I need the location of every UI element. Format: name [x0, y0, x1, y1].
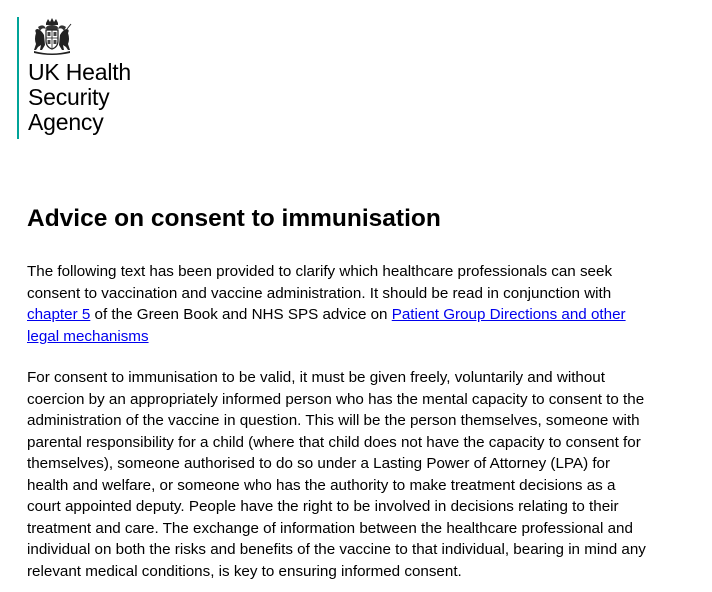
pgd-link-part-1[interactable]: Patient Group Directions and other: [391, 306, 626, 323]
consent-paragraph: [27, 367, 707, 582]
intro-line-1: The following text has been provided to clarify which healthcare professionals can seek: [27, 263, 613, 280]
consent-line: relevant medical conditions, is key to ensuring informed consent.: [27, 562, 462, 580]
org-name-line-2: Security: [28, 84, 110, 110]
consent-line: parental responsibility for a child (where that child does not have the capacity to consent for: [27, 433, 641, 451]
intro-paragraph: [27, 261, 707, 347]
chapter-5-link[interactable]: chapter 5: [27, 306, 91, 323]
intro-line-3-text: of the Green Book and NHS SPS advice on: [90, 306, 392, 323]
consent-line: themselves), someone authorised to do so under a Lasting Power of Attorney (LPA) for: [27, 455, 611, 472]
intro-line-3: [27, 304, 707, 326]
org-name-line-1: UK Health: [28, 59, 132, 85]
consent-line: individual on both the risks and benefits of the vaccine to that individual, bearing in mind any: [27, 541, 646, 558]
consent-line: court appointed deputy. People have the right to be involved in decisions relating to their: [27, 498, 619, 515]
consent-line: For consent to immunisation to be valid, it must be given freely, voluntarily and without: [27, 369, 605, 386]
ukhsa-logo: [17, 17, 131, 139]
consent-line: administration of the vaccine in question. This will be the person themselves, someone with: [27, 412, 640, 429]
consent-line: coercion by an appropriately informed person who has the mental capacity to consent to the: [27, 390, 645, 408]
intro-line-2: consent to vaccination and vaccine administration. It should be read in conjunction with: [27, 284, 612, 302]
royal-coat-of-arms-icon: [30, 17, 74, 55]
pgd-link-part-2[interactable]: legal mechanisms: [27, 327, 149, 345]
consent-line: treatment and care. The exchange of information between the healthcare professional and: [27, 519, 633, 537]
org-name: [28, 60, 131, 135]
intro-line-4: [27, 326, 707, 348]
org-name-line-3: Agency: [28, 109, 104, 135]
page-title: Advice on consent to immunisation: [27, 205, 441, 232]
consent-line: health and welfare, or someone who has the authority to make treatment decisions as a: [27, 476, 616, 494]
